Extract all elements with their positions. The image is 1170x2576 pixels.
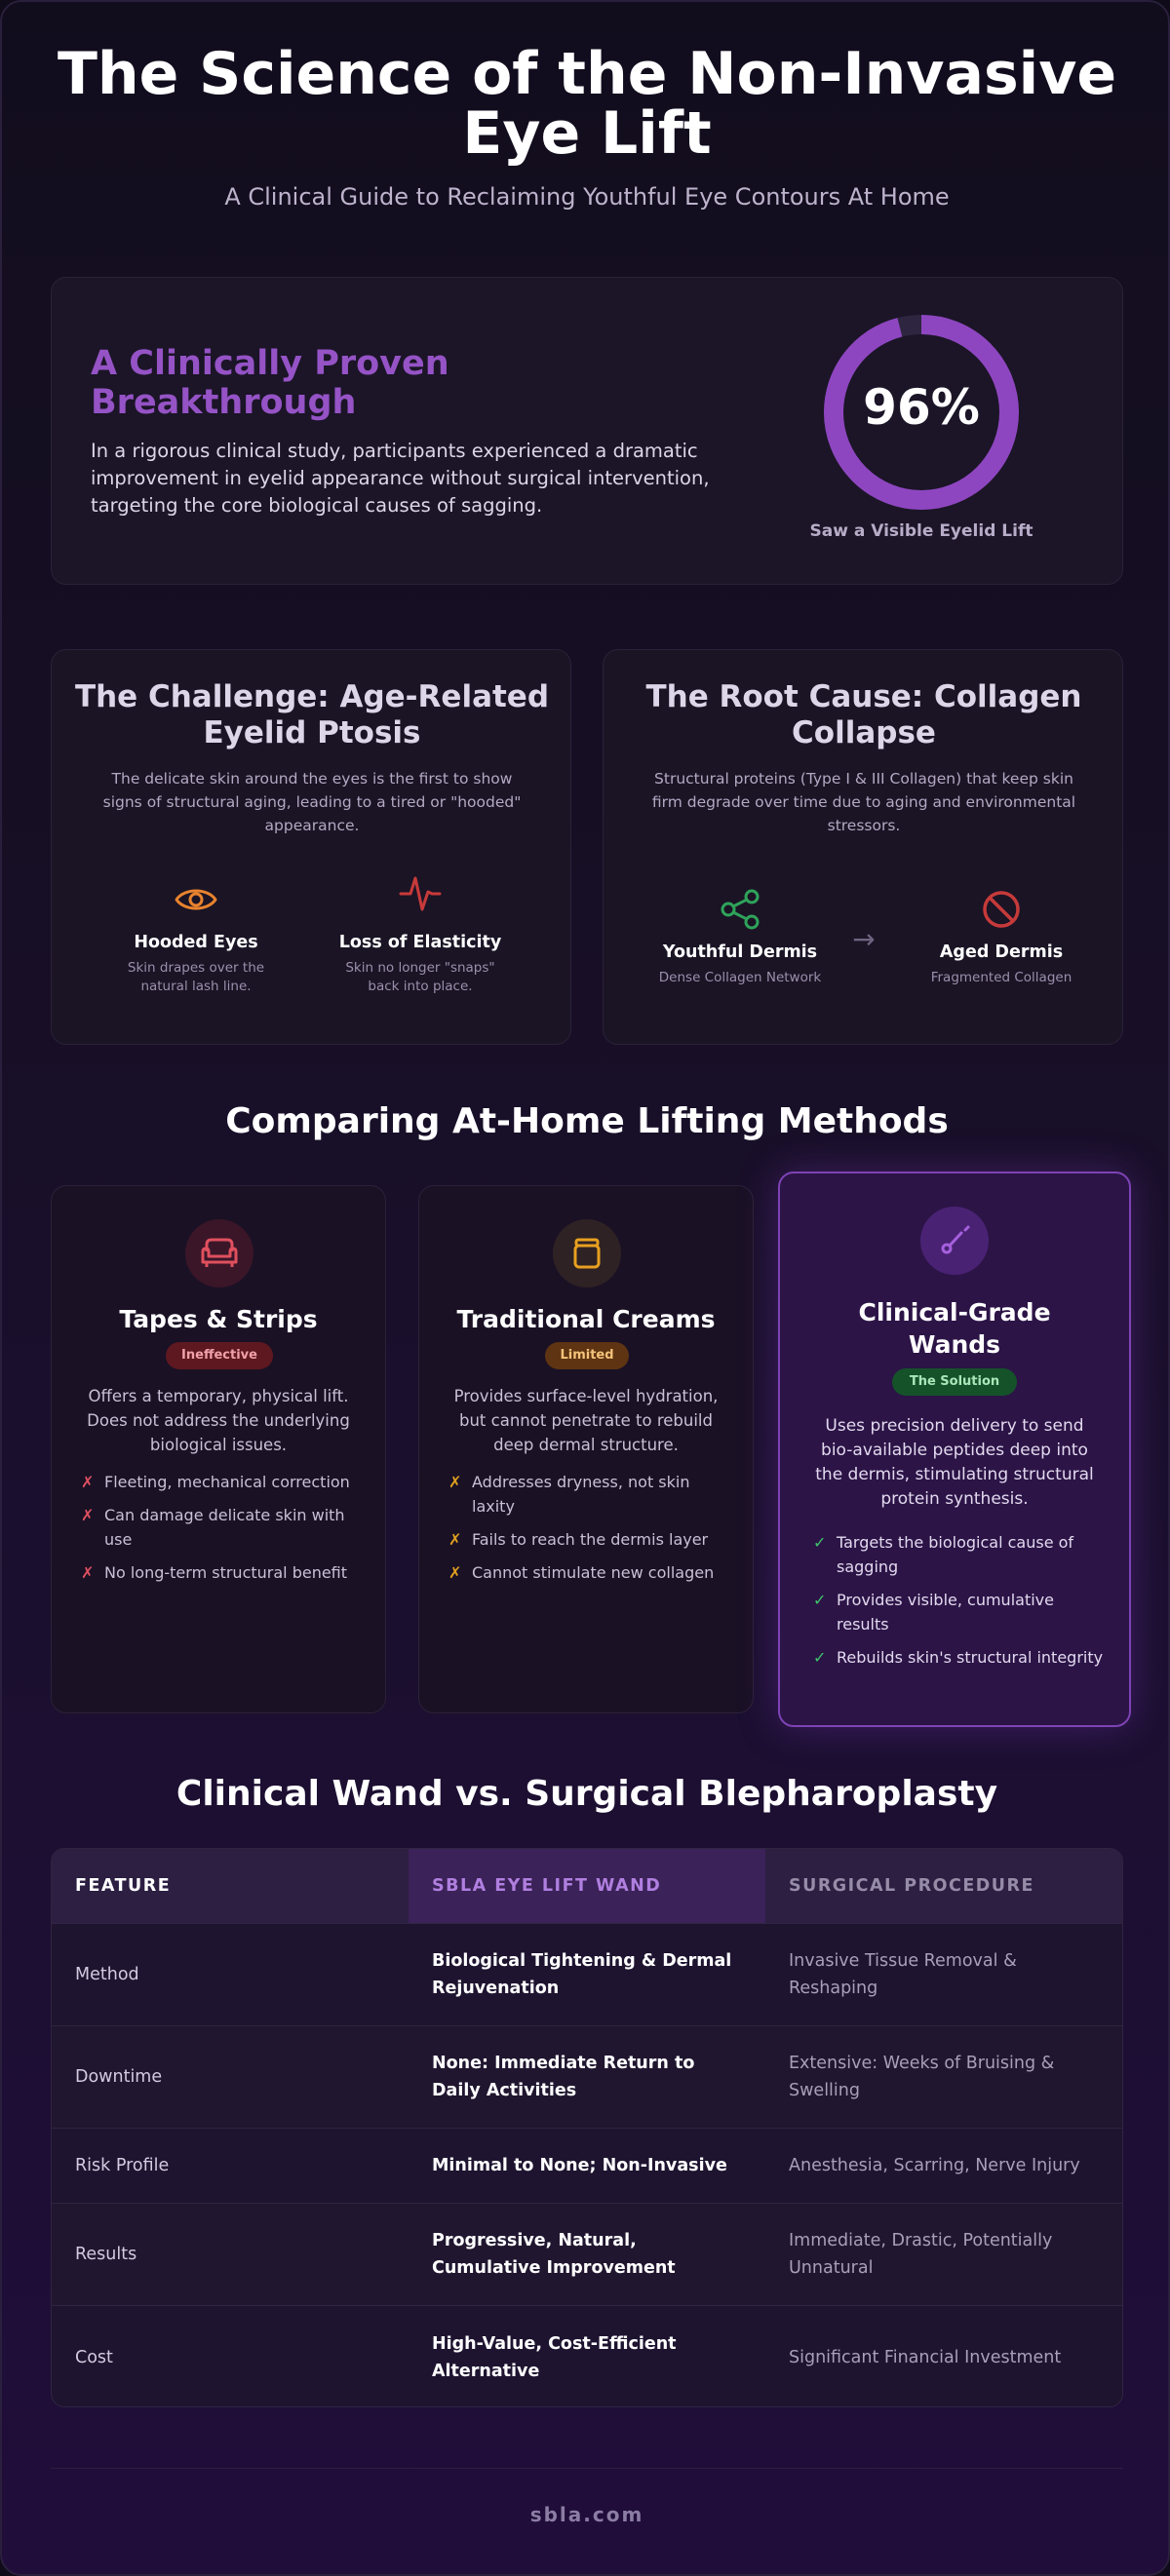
method-point: ✓ Targets the biological cause of sagging — [813, 1530, 1104, 1579]
sofa-icon — [185, 1219, 254, 1288]
check-icon: ✓ — [813, 1648, 827, 1667]
method-card-wands — [778, 1172, 1131, 1727]
cross-icon: ✗ — [81, 1563, 95, 1582]
cross-icon: ✗ — [448, 1563, 462, 1582]
table-cell: Immediate, Drastic, Potentially Unnatural — [789, 2231, 1053, 2278]
table-cell: Invasive Tissue Removal & Reshaping — [789, 1951, 1017, 1998]
method-card-tapes — [51, 1185, 386, 1713]
method-title: Traditional Creams — [456, 1305, 716, 1333]
check-icon: ✓ — [813, 1591, 827, 1609]
table-cell: None: Immediate Return to Daily Activities — [432, 2054, 695, 2100]
table-cell: Minimal to None; Non-Invasive — [432, 2156, 727, 2175]
method-title: Clinical-Grade Wands — [858, 1298, 1051, 1359]
table-header-cell: FEATURE — [75, 1876, 172, 1896]
footer-brand-link[interactable]: sbla.com — [529, 2503, 644, 2526]
stat-body: In a rigorous clinical study, participants experienced a dramatic improvement in eyelid appearance without surgical intervention, targeting the core biological causes of sagging. — [91, 440, 710, 517]
page-subtitle: A Clinical Guide to Reclaiming Youthful Eye Contours At Home — [224, 183, 950, 211]
method-point: ✗ Addresses dryness, not skin laxity — [448, 1470, 727, 1519]
table-cell: Biological Tightening & Dermal Rejuvenation — [432, 1951, 732, 1998]
arrow-icon: → — [852, 923, 876, 955]
jar-icon — [553, 1219, 621, 1288]
table-row — [52, 2025, 1123, 2128]
stat-caption: Saw a Visible Eyelid Lift — [809, 521, 1034, 541]
status-badge: Limited — [545, 1342, 629, 1369]
cause-heading: The Root Cause: Collagen Collapse — [645, 679, 1082, 750]
challenge-body: The delicate skin around the eyes is the first to show signs of structural aging, leading to a tired or "hooded" appearance. — [102, 770, 522, 834]
title-line-2: Eye Lift — [462, 99, 712, 168]
method-desc: Provides surface-level hydration, but cannot penetrate to rebuild deep dermal structure. — [453, 1387, 719, 1454]
method-points — [448, 1470, 727, 1594]
cross-icon: ✗ — [81, 1506, 95, 1524]
footer-divider — [51, 2468, 1123, 2469]
table-cell: Anesthesia, Scarring, Nerve Injury — [789, 2156, 1080, 2175]
table-cell: Method — [75, 1965, 139, 1984]
clinical-stat-card — [51, 277, 1123, 585]
cross-icon: ✗ — [448, 1473, 462, 1491]
methods-heading: Comparing At-Home Lifting Methods — [225, 1101, 949, 1141]
method-point: ✓ Rebuilds skin's structural integrity — [813, 1645, 1104, 1670]
table-header-row — [52, 1849, 1123, 1923]
challenge-item-sub: Skin drapes over the natural lash line. — [127, 960, 265, 994]
table-cell: Significant Financial Investment — [789, 2347, 1062, 2367]
comparison-table — [51, 1848, 1123, 2407]
status-badge: Ineffective — [166, 1342, 273, 1369]
cause-body: Structural proteins (Type I & III Collagen) that keep skin firm degrade over time due to aging and environmental stressors. — [651, 770, 1076, 834]
method-card-creams — [418, 1185, 754, 1713]
cause-item-title: Youthful Dermis — [662, 942, 818, 962]
cause-item-sub: Fragmented Collagen — [930, 970, 1072, 985]
method-desc: Offers a temporary, physical lift. Does not address the underlying biological issues. — [87, 1387, 350, 1454]
check-icon: ✓ — [813, 1533, 827, 1552]
method-points — [81, 1470, 360, 1594]
root-cause-card — [603, 649, 1123, 1045]
method-point: ✓ Provides visible, cumulative results — [813, 1588, 1104, 1636]
stat-value: 96% — [863, 379, 980, 436]
table-row — [52, 2305, 1123, 2407]
challenge-item-sub: Skin no longer "snaps" back into place. — [345, 960, 495, 994]
cause-item-title: Aged Dermis — [939, 942, 1064, 962]
method-desc: Uses precision delivery to send bio-available peptides deep into the dermis, stimulating structural protein synthesis. — [815, 1416, 1094, 1509]
table-row — [52, 2203, 1123, 2305]
method-icon-bg — [185, 1219, 254, 1288]
method-point: ✗ Fleeting, mechanical correction — [81, 1470, 360, 1494]
cross-icon: ✗ — [448, 1530, 462, 1549]
status-badge: The Solution — [892, 1368, 1017, 1396]
table-cell: Risk Profile — [75, 2156, 170, 2175]
table-cell: Extensive: Weeks of Bruising & Swelling — [789, 2054, 1055, 2100]
method-point: ✗ Fails to reach the dermis layer — [448, 1527, 727, 1552]
page-title — [2, 40, 1170, 168]
method-point: ✗ No long-term structural benefit — [81, 1560, 360, 1585]
pulse-icon — [397, 870, 444, 917]
network-icon — [717, 886, 763, 933]
table-cell: High-Value, Cost-Efficient Alternative — [432, 2333, 677, 2381]
table-header-cell: SURGICAL PROCEDURE — [789, 1876, 1034, 1896]
method-point: ✗ Can damage delicate skin with use — [81, 1503, 360, 1552]
challenge-card — [51, 649, 571, 1045]
table-cell: Results — [75, 2245, 137, 2264]
method-icon-bg — [553, 1219, 621, 1288]
stat-heading: A Clinically Proven Breakthrough — [91, 344, 449, 422]
table-row — [52, 1923, 1123, 2025]
method-icon-bg — [920, 1207, 989, 1275]
challenge-item-title: Loss of Elasticity — [338, 933, 502, 952]
cross-icon: ✗ — [81, 1473, 95, 1491]
method-title: Tapes & Strips — [119, 1305, 318, 1333]
wand-icon — [920, 1207, 989, 1275]
table-header-cell: SBLA EYE LIFT WAND — [409, 1849, 765, 1923]
table-cell: Progressive, Natural, Cumulative Improvement — [432, 2231, 676, 2278]
table-row — [52, 2128, 1123, 2203]
ban-icon — [978, 886, 1025, 933]
title-line-1: The Science of the Non-Invasive — [57, 40, 1117, 108]
eye-icon — [173, 876, 219, 923]
challenge-item-title: Hooded Eyes — [134, 933, 258, 952]
method-points — [813, 1530, 1104, 1678]
comparison-heading: Clinical Wand vs. Surgical Blepharoplasty — [176, 1774, 998, 1814]
challenge-heading: The Challenge: Age-Related Eyelid Ptosis — [74, 679, 550, 750]
table-cell: Cost — [75, 2347, 113, 2367]
method-point: ✗ Cannot stimulate new collagen — [448, 1560, 727, 1585]
table-cell: Downtime — [75, 2067, 163, 2087]
cause-item-sub: Dense Collagen Network — [658, 970, 822, 985]
